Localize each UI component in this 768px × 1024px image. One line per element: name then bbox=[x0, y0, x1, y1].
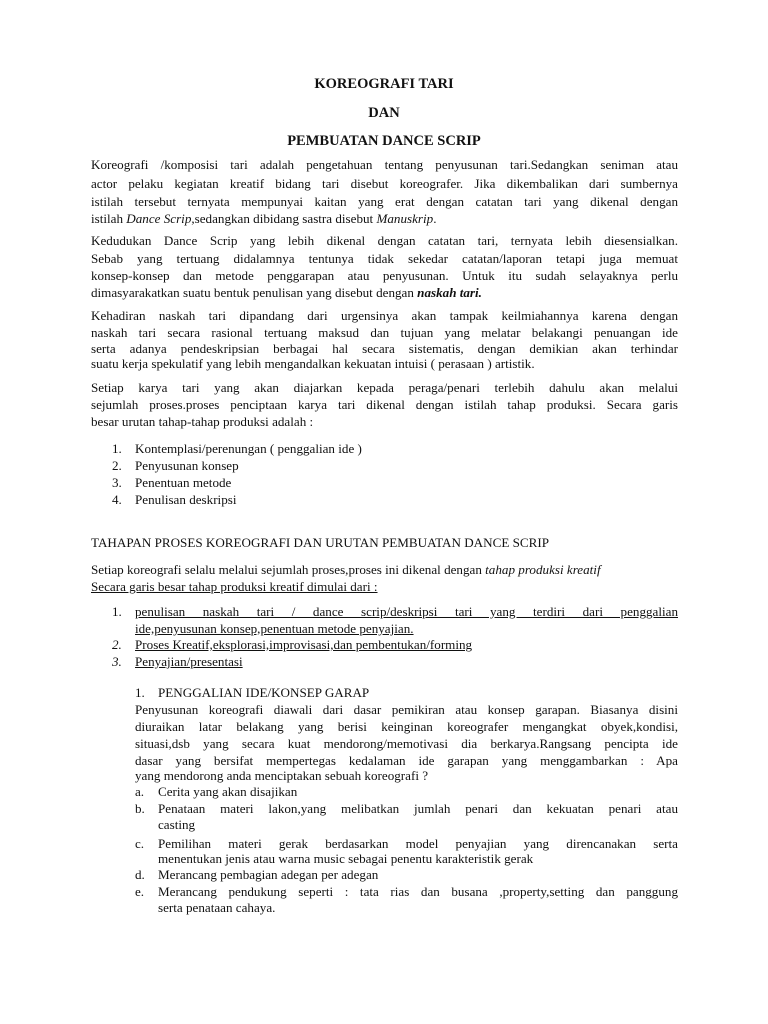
text-line: situasi,dsb yang secara kuat mendorong/memotivasi dia berkarya.Rangsang pencipta ide bbox=[135, 736, 678, 751]
list-letter: c. bbox=[135, 836, 145, 851]
text-line: istilah tersebut ternyata mempunyai kaitan yang erat dengan catatan tari yang dikenal dengan bbox=[91, 194, 678, 209]
list-number: 2. bbox=[112, 458, 122, 473]
bold-italic-term: naskah tari. bbox=[417, 285, 482, 300]
list-letter: d. bbox=[135, 867, 145, 882]
list-item-continuation: ide,penyusunan konsep,penentuan metode penyajian. bbox=[135, 621, 414, 636]
list-item: Proses Kreatif,eksplorasi,improvisasi,dan pembentukan/forming bbox=[135, 637, 473, 652]
list-letter: b. bbox=[135, 801, 145, 816]
list-number: 4. bbox=[112, 492, 122, 507]
text-line: naskah tari secara rasional tertuang maksud dan tujuan yang melatar belakangi penuangan ide bbox=[91, 325, 678, 340]
list-item: Cerita yang akan disajikan bbox=[158, 784, 298, 799]
text-line: serta adanya pendeskripsian berbagai hal secara sistematis, dengan demikian akan terhindar bbox=[91, 341, 678, 356]
list-item: Penulisan deskripsi bbox=[135, 492, 237, 507]
list-item-continuation: menentukan jenis atau warna music sebagai penentu karakteristik gerak bbox=[158, 851, 534, 866]
document-title-connector: DAN bbox=[368, 105, 400, 121]
text-line: Setiap karya tari yang akan diajarkan kepada peraga/penari terlebih dahulu akan melalui bbox=[91, 380, 678, 395]
list-item-continuation: serta penataan cahaya. bbox=[158, 900, 276, 915]
text-line: suatu kerja spekulatif yang lebih mengandalkan kekuatan intuisi ( perasaan ) artistik. bbox=[91, 356, 535, 371]
list-number: 3. bbox=[112, 654, 122, 669]
list-number: 2. bbox=[112, 637, 122, 652]
list-item: Penataan materi lakon,yang melibatkan jumlah penari dan kekuatan penari atau bbox=[158, 801, 678, 816]
italic-term: Manuskrip bbox=[376, 211, 434, 226]
list-item: Penyusunan konsep bbox=[135, 458, 239, 473]
text-line: Sebab yang tertuang didalamnya tentunya tidak sekedar catatan/laporan tetapi juga memuat bbox=[91, 251, 678, 266]
text-line: istilah Dance Scrip,sedangkan dibidang sastra disebut Manuskrip. bbox=[91, 211, 437, 226]
list-item: Merancang pendukung seperti : tata rias dan busana ,property,setting dan panggung bbox=[158, 884, 678, 899]
italic-term: tahap produksi kreatif bbox=[485, 562, 601, 577]
document-title: KOREOGRAFI TARI bbox=[314, 76, 454, 92]
list-item: penulisan naskah tari / dance scrip/deskripsi tari yang terdiri dari penggalian bbox=[135, 604, 678, 619]
section-heading: TAHAPAN PROSES KOREOGRAFI DAN URUTAN PEMBUATAN DANCE SCRIP bbox=[91, 535, 549, 550]
list-item: Penyajian/presentasi bbox=[135, 654, 243, 669]
text-line: dasar yang bersifat mempertegas kedalaman ide garapan yang menggambarkan : Apa bbox=[135, 753, 678, 768]
text-line: Kedudukan Dance Scrip yang lebih dikenal dengan catatan tari, ternyata lebih diesensialkan. bbox=[91, 233, 678, 248]
text-line: konsep-konsep dan metode penggarapan atau penyusunan. Untuk itu sudah selayaknya perlu bbox=[91, 268, 678, 283]
list-item: Merancang pembagian adegan per adegan bbox=[158, 867, 379, 882]
text-line: Secara garis besar tahap produksi kreatif dimulai dari : bbox=[91, 579, 378, 594]
list-item: Kontemplasi/perenungan ( penggalian ide ) bbox=[135, 441, 362, 456]
text-line: Koreografi /komposisi tari adalah pengetahuan tentang penyusunan tari.Sedangkan seniman atau bbox=[91, 157, 678, 172]
text-line: Setiap koreografi selalu melalui sejumlah proses,proses ini dikenal dengan tahap produksi kreatif bbox=[91, 562, 601, 577]
list-number: 1. bbox=[112, 441, 122, 456]
subsection-heading: PENGGALIAN IDE/KONSEP GARAP bbox=[158, 685, 370, 700]
text-line: besar urutan tahap-tahap produksi adalah : bbox=[91, 414, 314, 429]
list-letter: e. bbox=[135, 884, 145, 899]
italic-term: Dance Scrip bbox=[126, 211, 192, 226]
text-line: Penyusunan koreografi diawali dari dasar pemikiran atau konsep garapan. Biasanya disini bbox=[135, 702, 678, 717]
list-letter: a. bbox=[135, 784, 145, 799]
list-item: Pemilihan materi gerak berdasarkan model penyajian yang direncanakan serta bbox=[158, 836, 678, 851]
text-line: diuraikan latar belakang yang berisi keinginan koreografer mengangkat obyek,kondisi, bbox=[135, 719, 678, 734]
text-line: yang mendorong anda menciptakan sebuah koreografi ? bbox=[135, 768, 429, 783]
list-number: 3. bbox=[112, 475, 122, 490]
text-line: Kehadiran naskah tari dipandang dari urgensinya akan tampak keilmiahannya karena dengan bbox=[91, 308, 678, 323]
document-subtitle: PEMBUATAN DANCE SCRIP bbox=[287, 133, 481, 149]
list-item: Penentuan metode bbox=[135, 475, 232, 490]
list-number: 1. bbox=[135, 685, 145, 700]
text-line: dimasyarakatkan suatu bentuk penulisan yang disebut dengan naskah tari. bbox=[91, 285, 482, 300]
text-line: actor pelaku kegiatan kreatif bidang tari disebut koreografer. Jika dikembalikan dari sumbernya bbox=[91, 176, 678, 191]
list-number: 1. bbox=[112, 604, 122, 619]
list-item-continuation: casting bbox=[158, 817, 196, 832]
text-line: sejumlah proses.proses penciptaan karya tari dikenal dengan istilah tahap produksi. Secara garis bbox=[91, 397, 678, 412]
